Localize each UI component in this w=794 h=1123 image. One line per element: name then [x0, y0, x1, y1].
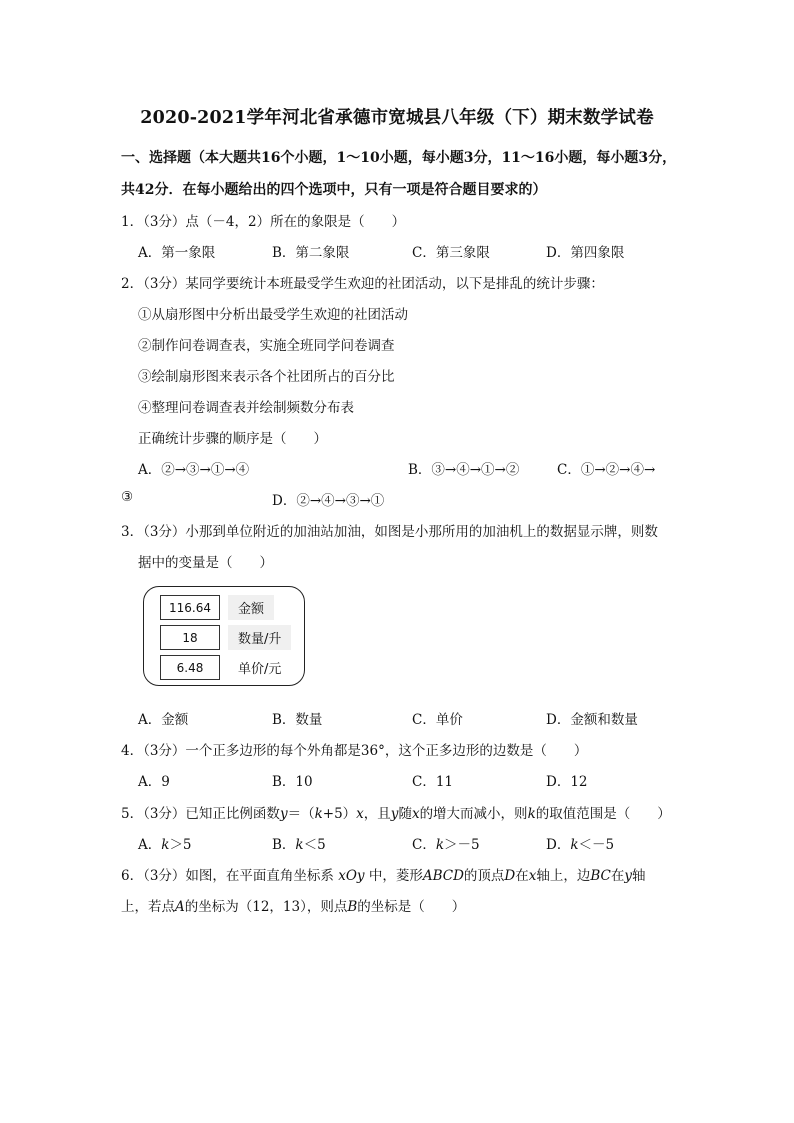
question-4-stem: 4．（3分）一个正多边形的每个外角都是36°，这个正多边形的边数是（ ）	[121, 743, 588, 759]
question-1-option-d: D．第四象限	[546, 245, 625, 261]
display-price-value: 6.48	[160, 655, 220, 680]
display-quantity-label: 数量/升	[228, 625, 291, 650]
question-2-step-4: ④整理问卷调查表并绘制频数分布表	[138, 400, 354, 416]
question-1-option-a: A．第一象限	[138, 245, 216, 261]
question-2-option-c-cont: ③	[121, 489, 134, 505]
question-5-option-c: C．k＞－5	[412, 837, 480, 853]
question-3-stem-line1: 3．（3分）小那到单位附近的加油站加油，如图是小那所用的加油机上的数据显示牌，则数	[121, 524, 658, 540]
question-3-option-b: B．数量	[272, 712, 323, 728]
question-3-option-c: C．单价	[412, 712, 463, 728]
fuel-pump-display	[143, 586, 305, 686]
question-2-stem: 2．（3分）某同学要统计本班最受学生欢迎的社团活动，以下是排乱的统计步骤：	[121, 276, 604, 292]
question-1-option-c: C．第三象限	[412, 245, 490, 261]
question-2-step-3: ③绘制扇形图来表示各个社团所占的百分比	[138, 369, 395, 385]
display-amount-value: 116.64	[160, 595, 220, 620]
question-2-option-b: B．③→④→①→②	[408, 462, 520, 478]
display-price-label: 单价/元	[238, 662, 282, 677]
question-2-option-c: C．①→②→④→	[557, 462, 656, 478]
question-4-option-b: B．10	[272, 774, 313, 790]
question-3-stem-line2: 据中的变量是（ ）	[138, 555, 273, 571]
section-heading-line1: 一、选择题（本大题共16个小题，1～10小题，每小题3分，11～16小题，每小题3分，	[121, 150, 677, 166]
question-2-step-1: ①从扇形图中分析出最受学生欢迎的社团活动	[138, 307, 408, 323]
question-5-option-a: A．k＞5	[138, 837, 192, 853]
question-5-option-d: D．k＜－5	[546, 837, 615, 853]
question-4-option-d: D．12	[546, 774, 588, 790]
display-quantity-value: 18	[160, 625, 220, 650]
display-amount-label: 金额	[228, 595, 274, 620]
question-4-option-c: C．11	[412, 774, 454, 790]
question-2-ask: 正确统计步骤的顺序是（ ）	[138, 431, 327, 447]
question-1-stem: 1．（3分）点（－4，2）所在的象限是（ ）	[121, 214, 406, 230]
question-3-option-a: A．金额	[138, 712, 189, 728]
question-6-stem-line1: 6．（3分）如图，在平面直角坐标系 xOy 中，菱形ABCD的顶点D在x轴上，边BC在y轴	[121, 868, 646, 884]
question-5-stem: 5．（3分）已知正比例函数y＝（k+5）x，且y随x的增大而减小，则k的取值范围是（ ）	[121, 806, 671, 822]
question-5-option-b: B．k＜5	[272, 837, 326, 853]
question-2-step-2: ②制作问卷调查表，实施全班同学问卷调查	[138, 338, 395, 354]
question-6-stem-line2: 上，若点A的坐标为（12，13），则点B的坐标是（ ）	[121, 899, 466, 915]
question-4-option-a: A．9	[138, 774, 170, 790]
question-2-option-a: A．②→③→①→④	[138, 462, 250, 478]
question-1-option-b: B．第二象限	[272, 245, 350, 261]
page-title: 2020-2021学年河北省承德市宽城县八年级（下）期末数学试卷	[140, 108, 654, 128]
question-2-option-d: D．②→④→③→①	[272, 493, 385, 509]
section-heading-line2: 共42分．在每小题给出的四个选项中，只有一项是符合题目要求的）	[121, 182, 547, 198]
question-3-option-d: D．金额和数量	[546, 712, 638, 728]
